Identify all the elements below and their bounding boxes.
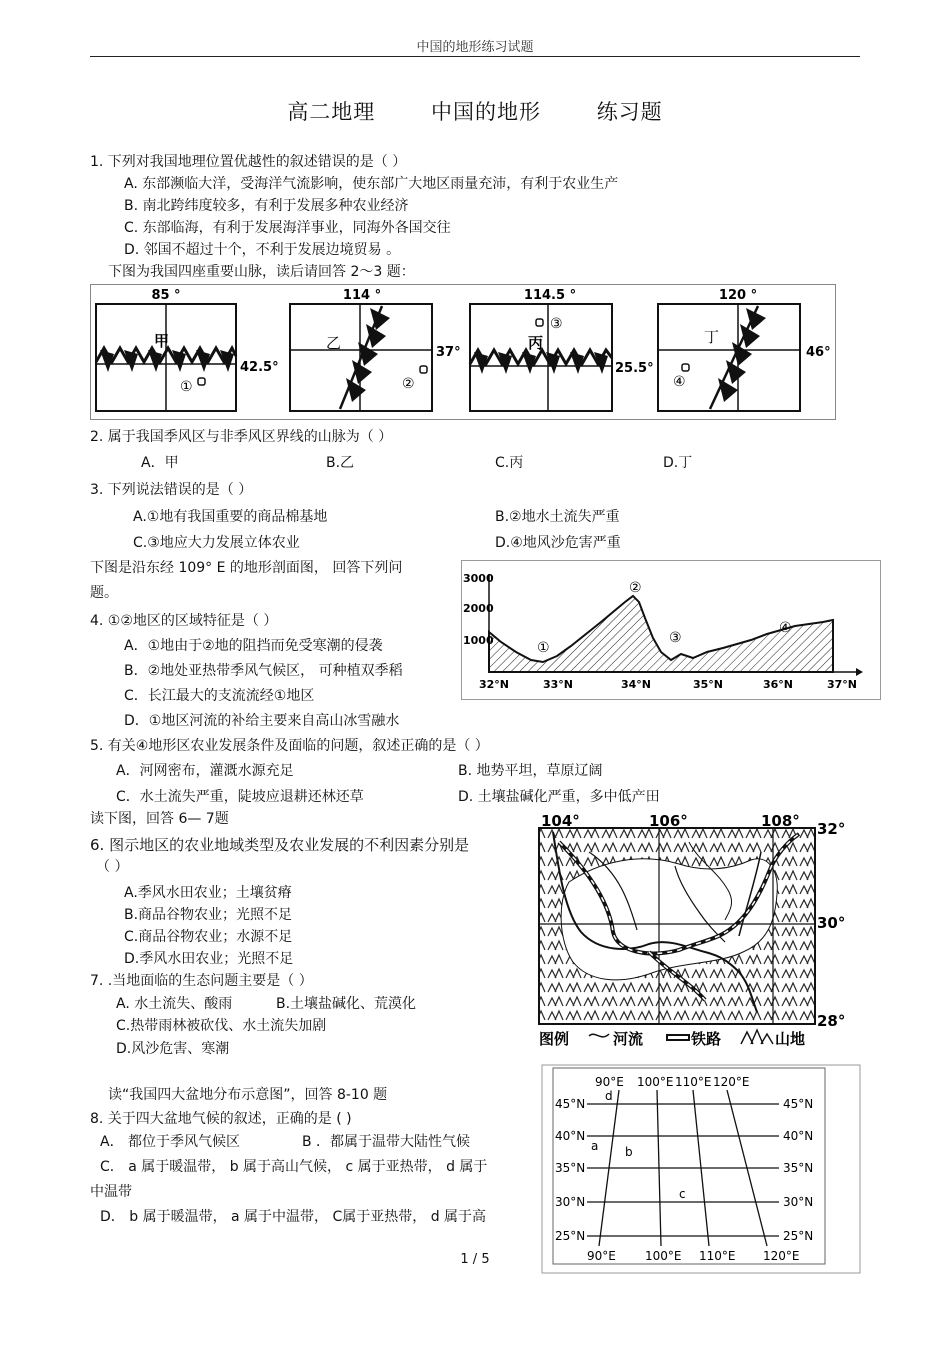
intro-q6-7: 读下图，回答 6— 7题 — [90, 811, 229, 827]
page-number: 1 / 5 — [460, 1252, 490, 1267]
q2-option-b: B.乙 — [326, 455, 355, 471]
profile-y-3000: 3000 — [463, 572, 494, 585]
profile-x-33: 33°N — [543, 678, 574, 691]
basin-b: b — [625, 1145, 633, 1159]
q8-stem: 8. 关于四大盆地气候的叙述，正确的是 ( ) — [90, 1111, 352, 1127]
profile-label-4: ④ — [779, 620, 792, 636]
q1-option-d: D. 邻国不超过十个，不利于发展边境贸易 。 — [124, 242, 401, 258]
q3-option-d: D.④地风沙危害严重 — [495, 535, 621, 551]
q1-option-a: A. 东部濒临大洋，受海洋气流影响，使东部广大地区雨量充沛，有利于农业生产 — [124, 176, 619, 192]
page-header: 中国的地形练习试题 — [416, 40, 534, 55]
map2-right-25n: 25°N — [783, 1229, 814, 1243]
basin-c: c — [679, 1187, 686, 1201]
map2-top-110e: 110°E — [675, 1075, 712, 1089]
lat-46: 46° — [806, 345, 831, 360]
q6-option-b: B.商品谷物农业；光照不足 — [124, 907, 293, 923]
mountain-name-ding: 丁 — [704, 328, 720, 346]
region-map-figure — [529, 812, 851, 1052]
q2-option-c: C.丙 — [495, 455, 524, 471]
map2-right-30n: 30°N — [783, 1195, 814, 1209]
legend-mountain: 山地 — [775, 1030, 806, 1048]
q4-option-b: B．②地处亚热带季风气候区， 可种植双季稻 — [124, 663, 403, 679]
title-topic: 中国的地形 — [431, 100, 541, 124]
mountain-name-bing: 丙 — [528, 334, 544, 352]
lat-42-5: 42.5° — [240, 360, 279, 375]
q5-option-a: A．河网密布，灌溉水源充足 — [116, 763, 294, 779]
legend-rail: 铁路 — [691, 1030, 722, 1048]
q6-option-a: A.季风水田农业；土壤贫瘠 — [124, 885, 292, 901]
q1-stem: 1. 下列对我国地理位置优越性的叙述错误的是（ ） — [90, 154, 407, 170]
box-ding — [658, 288, 831, 411]
q2-option-a: A．甲 — [141, 455, 179, 471]
map2-left-30n: 30°N — [555, 1195, 586, 1209]
q2-option-d: D.丁 — [663, 455, 693, 471]
map2-top-90e: 90°E — [595, 1075, 624, 1089]
lat-37: 37° — [436, 345, 461, 360]
lon-85: 85 ° — [151, 288, 181, 303]
point-1: ① — [180, 379, 193, 395]
lat-25-5: 25.5° — [615, 361, 654, 376]
map2-bottom-90e: 90°E — [587, 1249, 616, 1263]
q8-option-d: D． b 属于暖温带， a 属于中温带， C属于亚热带， d 属于高 — [100, 1209, 487, 1225]
map2-left-35n: 35°N — [555, 1161, 586, 1175]
map2-top-120e: 120°E — [713, 1075, 750, 1089]
q8-option-c-cont: 中温带 — [90, 1184, 132, 1200]
mountain-name-jia: 甲 — [154, 332, 170, 350]
profile-x-32: 32°N — [479, 678, 510, 691]
q5-option-b: B. 地势平坦，草原辽阔 — [458, 763, 603, 779]
map2-right-45n: 45°N — [783, 1097, 814, 1111]
q3-option-b: B.②地水土流失严重 — [495, 509, 620, 525]
profile-y-1000: 1000 — [463, 634, 494, 647]
q8-option-a: A． 都位于季风气候区 — [100, 1134, 241, 1150]
profile-label-1: ① — [537, 640, 550, 656]
map2-left-40n: 40°N — [555, 1129, 586, 1143]
map2-top-100e: 100°E — [637, 1075, 674, 1089]
q7-option-a: A. 水土流失、酸雨 — [116, 996, 233, 1012]
q3-option-a: A.①地有我国重要的商品棉基地 — [133, 509, 328, 525]
map2-left-45n: 45°N — [555, 1097, 586, 1111]
box-bing — [470, 288, 654, 411]
q1-option-c: C. 东部临海，有利于发展海洋事业，同海外各国交往 — [124, 220, 451, 236]
title-subject: 高二地理 — [287, 100, 376, 124]
point-2: ② — [402, 376, 415, 392]
q1-option-b: B. 南北跨纬度较多，有利于发展多种农业经济 — [124, 198, 409, 214]
map1-legend — [539, 1030, 805, 1048]
map1-lat-28: 28° — [817, 1012, 846, 1030]
q6-option-c: C.商品谷物农业；水源不足 — [124, 929, 293, 945]
map1-lon-104: 104° — [541, 812, 580, 830]
profile-x-35: 35°N — [693, 678, 724, 691]
q5-option-c: C．水土流失严重，陡坡应退耕还林还草 — [116, 789, 364, 805]
q6-bracket: （ ） — [96, 859, 129, 875]
q4-option-d: D．①地区河流的补给主要来自高山冰雪融水 — [124, 713, 400, 729]
river-symbol-icon — [589, 1034, 609, 1037]
intro-q4-5-line1: 下图是沿东经 109° E 的地形剖面图， 回答下列问 — [90, 560, 403, 576]
q7-option-d: D.风沙危害、寒潮 — [116, 1041, 230, 1057]
q5-stem: 5. 有关④地形区农业发展条件及面临的问题，叙述正确的是（ ） — [90, 738, 489, 754]
lon-114-5: 114.5 ° — [523, 288, 577, 303]
mountain-name-yi: 乙 — [326, 334, 342, 352]
intro-q4-5-line2: 题。 — [90, 585, 118, 601]
map2-bottom-110e: 110°E — [699, 1249, 736, 1263]
mountain-symbol-icon — [741, 1030, 773, 1044]
legend-river: 河流 — [613, 1030, 644, 1048]
title-type: 练习题 — [596, 100, 663, 124]
q6-stem: 6. 图示地区的农业地域类型及农业发展的不利因素分别是 — [90, 836, 470, 854]
map2-right-40n: 40°N — [783, 1129, 814, 1143]
profile-label-3: ③ — [669, 630, 682, 646]
header-divider — [90, 56, 860, 57]
map1-lon-108: 108° — [761, 812, 800, 830]
railway-symbol-icon — [667, 1035, 689, 1040]
map2-right-35n: 35°N — [783, 1161, 814, 1175]
profile-label-2: ② — [629, 580, 642, 596]
q4-option-a: A．①地由于②地的阻挡而免受寒潮的侵袭 — [124, 638, 383, 654]
map2-left-25n: 25°N — [555, 1229, 586, 1243]
point-4: ④ — [673, 374, 686, 390]
q2-stem: 2. 属于我国季风区与非季风区界线的山脉为（ ） — [90, 429, 393, 445]
basins-map-figure — [541, 1064, 861, 1274]
map1-lat-30: 30° — [817, 914, 846, 932]
legend-title: 图例 — [539, 1030, 570, 1048]
basin-d: d — [605, 1089, 613, 1103]
q7-option-c: C.热带雨林被砍伐、水土流失加剧 — [116, 1018, 327, 1034]
point-3: ③ — [550, 316, 563, 332]
q3-stem: 3. 下列说法错误的是（ ） — [90, 482, 253, 498]
page-title — [0, 96, 950, 126]
q4-stem: 4. ①②地区的区域特征是（ ） — [90, 613, 278, 629]
q6-option-d: D.季风水田农业；光照不足 — [124, 951, 294, 967]
q8-option-b: B ．都属于温带大陆性气候 — [302, 1134, 471, 1150]
map2-bottom-120e: 120°E — [763, 1249, 800, 1263]
q4-option-c: C．长江最大的支流流经①地区 — [124, 688, 315, 704]
q7-option-b: B.土壤盐碱化、荒漠化 — [276, 996, 417, 1012]
q7-stem: 7. .当地面临的生态问题主要是（ ） — [90, 973, 313, 989]
map2-bottom-100e: 100°E — [645, 1249, 682, 1263]
q5-option-d: D. 土壤盐碱化严重，多中低产田 — [458, 789, 660, 805]
intro-q2-3: 下图为我国四座重要山脉，读后请回答 2～3 题： — [108, 264, 415, 280]
q3-option-c: C.③地应大力发展立体农业 — [133, 535, 300, 551]
profile-y-2000: 2000 — [463, 602, 494, 615]
mountain-ranges-figure — [90, 284, 836, 420]
lon-114: 114 ° — [342, 288, 382, 303]
profile-x-36: 36°N — [763, 678, 794, 691]
box-yi — [290, 288, 461, 411]
terrain-profile-figure — [461, 560, 881, 700]
map1-lat-32: 32° — [817, 820, 846, 838]
q8-option-c: C． a 属于暖温带， b 属于高山气候， c 属于亚热带， d 属于 — [100, 1159, 488, 1175]
box-jia — [96, 288, 279, 411]
profile-x-37: 37°N — [827, 678, 858, 691]
intro-q8-10: 读“我国四大盆地分布示意图”，回答 8-10 题 — [108, 1087, 388, 1103]
map1-lon-106: 106° — [649, 812, 688, 830]
lon-120: 120 ° — [718, 288, 758, 303]
profile-x-34: 34°N — [621, 678, 652, 691]
basin-a: a — [591, 1139, 599, 1153]
